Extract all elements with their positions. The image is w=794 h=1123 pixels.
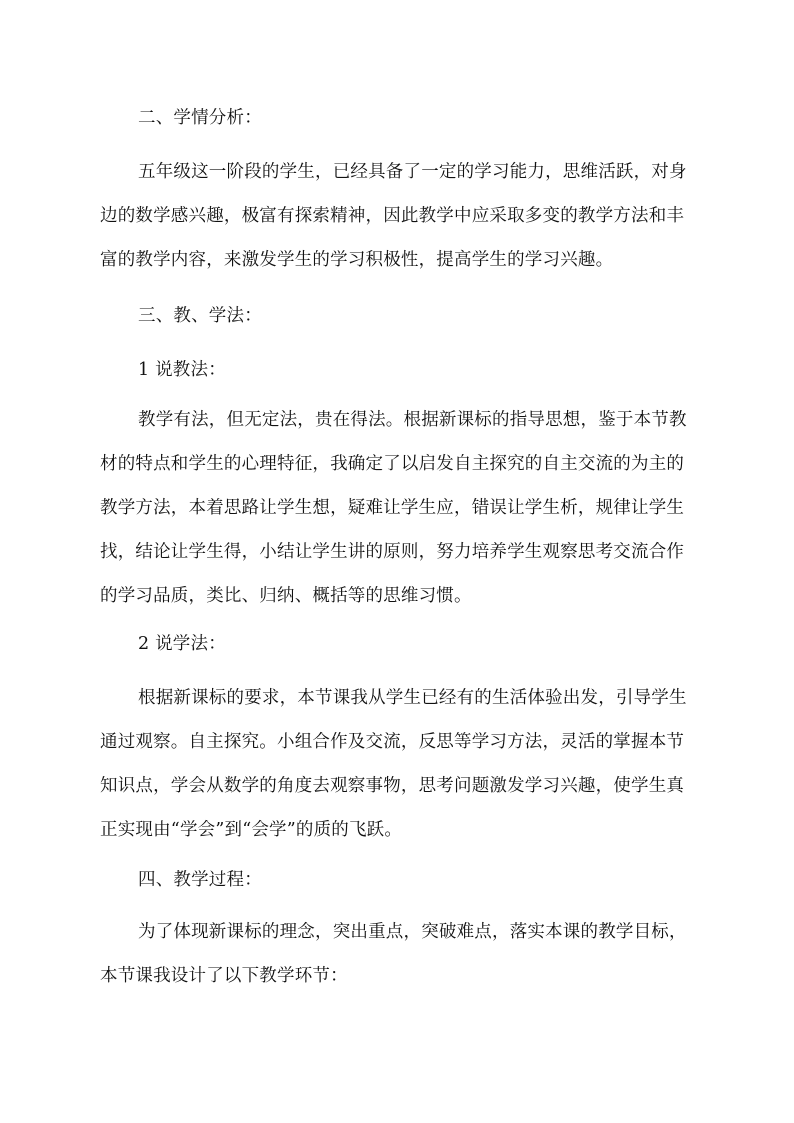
heading-teaching-process [138,858,758,902]
heading-teaching-methods [138,294,758,338]
paragraph-line: 为了体现新课标的理念，突出重点，突破难点，落实本课的教学目标， [138,922,687,942]
paragraph-line: 五年级这一阶段的学生，已经具备了一定的学习能力，思维活跃，对身 [138,162,687,182]
paragraph-line: 的学习品质，类比、归纳、概括等的思维习惯。 [100,586,472,606]
paragraph-line: 富的教学内容，来激发学生的学习积极性，提高学生的学习兴趣。 [100,250,614,270]
subheading-learning-method [138,622,758,666]
paragraph-line: 边的数学感兴趣，极富有探索精神，因此教学中应采取多变的教学方法和丰 [100,206,685,226]
heading-text: 1 说教法： [138,360,226,380]
paragraph-line: 找，结论让学生得，小结让学生讲的原则，努力培养学生观察思考交流合作 [100,542,685,562]
paragraph-line: 根据新课标的要求，本节课我从学生已经有的生活体验出发，引导学生 [138,688,687,708]
heading-text: 二、学情分析： [138,108,262,128]
paragraph-line: 知识点，学会从数学的角度去观察事物，思考问题激发学习兴趣，使学生真 [100,776,685,796]
paragraph-line: 教学方法，本着思路让学生想，疑难让学生应，错误让学生析，规律让学生 [100,498,685,518]
heading-text: 三、教、学法： [138,306,262,326]
paragraph-line: 教学有法，但无定法，贵在得法。根据新课标的指导思想，鉴于本节教 [138,410,687,430]
subheading-teaching-method [138,348,758,392]
paragraph-line: 材的特点和学生的心理特征，我确定了以启发自主探究的自主交流的为主的 [100,454,685,474]
paragraph-line: 正实现由“学会”到“会学”的质的飞跃。 [100,820,403,840]
heading-student-analysis [138,96,758,140]
paragraph-learning-method [100,676,758,852]
heading-text: 四、教学过程： [138,870,262,890]
paragraph-student-analysis [100,150,758,282]
paragraph-line: 通过观察。自主探究。小组合作及交流，反思等学习方法，灵活的掌握本节 [100,732,685,752]
paragraph-teaching-method [100,398,758,618]
paragraph-teaching-process [100,910,758,998]
heading-text: 2 说学法： [138,634,226,654]
paragraph-line: 本节课我设计了以下教学环节： [100,966,348,986]
